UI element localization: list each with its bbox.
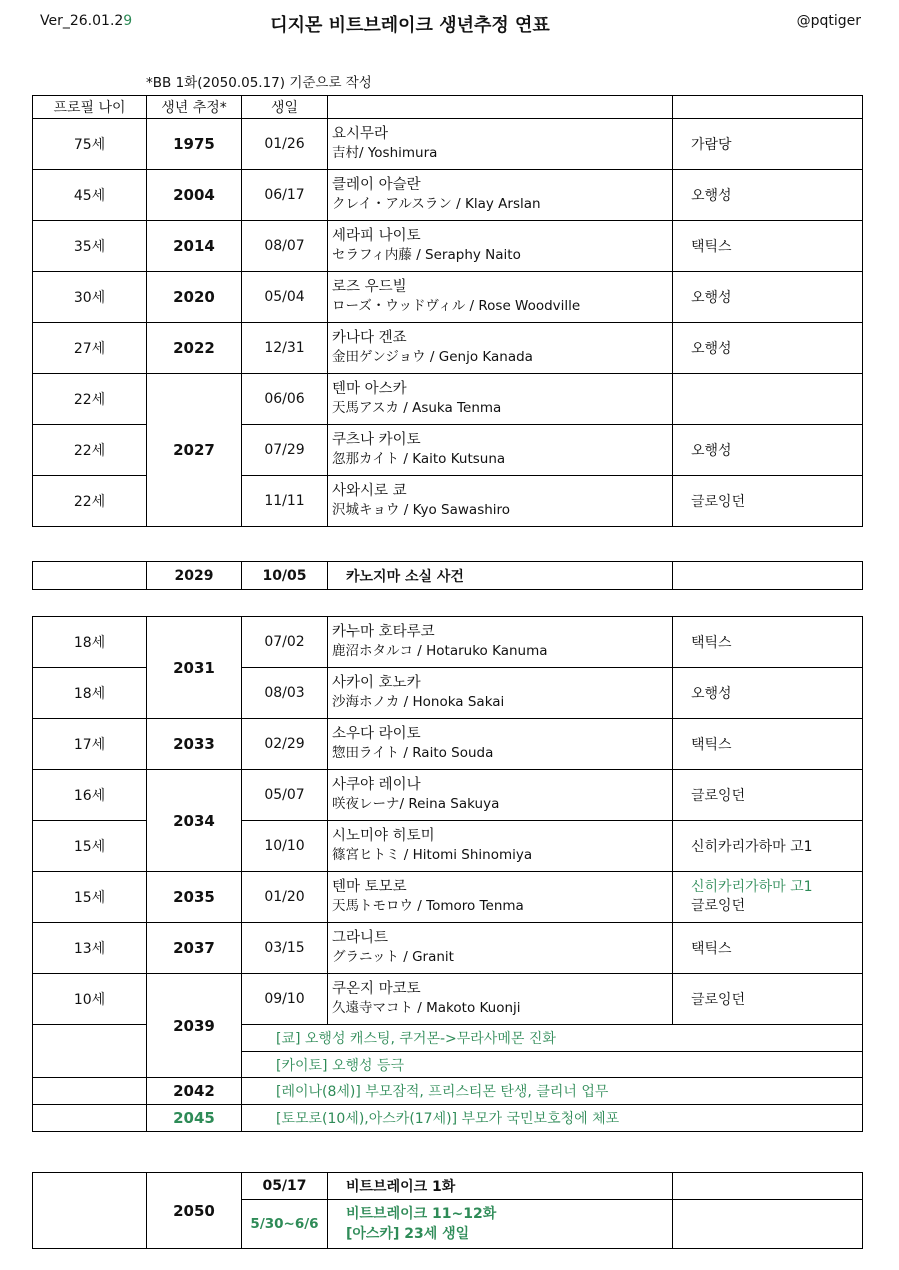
age-cell: 45세: [33, 170, 147, 221]
name-japanese: グラニット / Granit: [332, 949, 454, 965]
name-korean: 요시무라: [332, 126, 389, 142]
age-cell: 27세: [33, 323, 147, 374]
name-korean: 텐마 토모로: [332, 879, 407, 895]
group-green: 신히카리가하마 고1: [691, 879, 813, 895]
table-row: [33, 374, 863, 425]
empty-cell: [33, 562, 147, 590]
group-cell: 택틱스: [673, 719, 863, 770]
year-cell: 2033: [147, 719, 242, 770]
empty-cell: [673, 562, 863, 590]
event-row: [33, 1078, 863, 1105]
name-japanese: 沢城キョウ / Kyo Sawashiro: [332, 502, 511, 518]
birthday-cell: 08/07: [242, 221, 328, 272]
name-korean: 사쿠야 레이나: [332, 777, 421, 793]
year-cell: 2039: [147, 974, 242, 1078]
event-text: [토모로(10세),아스카(17세)] 부모가 국민보호청에 체포: [242, 1105, 863, 1132]
name-japanese: 天馬アスカ / Asuka Tenma: [332, 400, 502, 416]
col-header-year: 생년 추정*: [147, 96, 242, 119]
event-text: [328, 1200, 673, 1249]
birthday-cell: 11/11: [242, 476, 328, 527]
age-cell: 18세: [33, 617, 147, 668]
name-korean: 클레이 아슬란: [332, 177, 421, 193]
name-cell: [328, 272, 673, 323]
timeline-table-2050: [32, 1172, 863, 1249]
name-cell: [328, 668, 673, 719]
name-korean: 세라피 나이토: [332, 228, 421, 244]
year-cell: 2031: [147, 617, 242, 719]
name-japanese: 篠宮ヒトミ / Hitomi Shinomiya: [332, 847, 533, 863]
birthday-cell: 08/03: [242, 668, 328, 719]
group-cell: 오행성: [673, 323, 863, 374]
event-line: [아스카] 23세 생일: [346, 1226, 470, 1242]
year-cell: 2020: [147, 272, 242, 323]
empty-cell: [33, 1078, 147, 1105]
table-row: [33, 923, 863, 974]
note-text: *BB 1화(2050.05.17) 기준으로 작성: [146, 75, 372, 91]
group-cell: 글로잉던: [673, 476, 863, 527]
table-row: [33, 719, 863, 770]
group-cell: [673, 872, 863, 923]
name-japanese: 吉村/ Yoshimura: [332, 145, 438, 161]
birthday-cell: 01/20: [242, 872, 328, 923]
event-row: [33, 1105, 863, 1132]
page-title: 디지몬 비트브레이크 생년추정 연표: [270, 15, 550, 36]
group-cell: 택틱스: [673, 923, 863, 974]
name-korean: 사와시로 쿄: [332, 483, 407, 499]
year-cell: 2029: [147, 562, 242, 590]
name-japanese: 鹿沼ホタルコ / Hotaruko Kanuma: [332, 643, 548, 659]
table-row: [33, 272, 863, 323]
year-cell: 2022: [147, 323, 242, 374]
name-cell: [328, 323, 673, 374]
col-header-age: 프로필 나이: [33, 96, 147, 119]
empty-cell: [673, 1200, 863, 1249]
empty-cell: [33, 1105, 147, 1132]
name-cell: [328, 821, 673, 872]
birthday-cell: 07/02: [242, 617, 328, 668]
age-cell: 15세: [33, 872, 147, 923]
birthday-cell: 09/10: [242, 974, 328, 1025]
name-cell: [328, 476, 673, 527]
name-japanese: 金田ゲンジョウ / Genjo Kanada: [332, 349, 533, 365]
name-korean: 그라니트: [332, 930, 389, 946]
group-cell: 신히카리가하마 고1: [673, 821, 863, 872]
name-japanese: 沙海ホノカ / Honoka Sakai: [332, 694, 505, 710]
name-cell: [328, 872, 673, 923]
name-korean: 쿠온지 마코토: [332, 981, 421, 997]
group-label: 글로잉던: [691, 898, 746, 914]
event-text: 카노지마 소실 사건: [328, 562, 673, 590]
name-korean: 카나다 겐죠: [332, 330, 407, 346]
year-cell: 2035: [147, 872, 242, 923]
event-text: [레이나(8세)] 부모잠적, 프리스티몬 탄생, 클리너 업무: [242, 1078, 863, 1105]
year-cell: 2004: [147, 170, 242, 221]
year-cell: 2014: [147, 221, 242, 272]
event-line: 비트브레이크 11~12화: [346, 1206, 497, 1222]
birthday-cell: 02/29: [242, 719, 328, 770]
name-korean: 텐마 아스카: [332, 381, 407, 397]
timeline-table-1: [32, 95, 863, 527]
name-korean: 카누마 호타루코: [332, 624, 435, 640]
birthday-cell: 06/06: [242, 374, 328, 425]
year-cell: 2034: [147, 770, 242, 872]
birthday-cell: 07/29: [242, 425, 328, 476]
group-cell: 택틱스: [673, 617, 863, 668]
table-row: [33, 323, 863, 374]
name-korean: 시노미야 히토미: [332, 828, 435, 844]
group-cell: 가람당: [673, 119, 863, 170]
group-cell: 오행성: [673, 272, 863, 323]
name-japanese: セラフィ内藤 / Seraphy Naito: [332, 247, 521, 263]
year-cell: 2027: [147, 374, 242, 527]
name-cell: [328, 119, 673, 170]
age-cell: 10세: [33, 974, 147, 1025]
name-korean: 소우다 라이토: [332, 726, 421, 742]
age-cell: 22세: [33, 425, 147, 476]
table-row: [33, 119, 863, 170]
group-cell: 오행성: [673, 170, 863, 221]
name-cell: [328, 719, 673, 770]
group-cell: 글로잉던: [673, 974, 863, 1025]
event-text: [카이토] 오행성 등극: [242, 1052, 863, 1078]
date-cell: 5/30~6/6: [242, 1200, 328, 1249]
event-2029-table: [32, 561, 863, 590]
event-text: 비트브레이크 1화: [328, 1173, 673, 1200]
age-cell: 30세: [33, 272, 147, 323]
name-japanese: 忽那カイト / Kaito Kutsuna: [332, 451, 506, 467]
table-row: [33, 221, 863, 272]
birthday-cell: 06/17: [242, 170, 328, 221]
table-row: [33, 1173, 863, 1200]
age-cell: 35세: [33, 221, 147, 272]
year-cell: 2037: [147, 923, 242, 974]
table-header-row: [33, 96, 863, 119]
author-handle: @pqtiger: [796, 13, 861, 29]
name-cell: [328, 374, 673, 425]
empty-cell: [673, 1173, 863, 1200]
empty-cell: [33, 1173, 147, 1249]
event-text: [쿄] 오행성 캐스팅, 쿠거몬->무라사메몬 진화: [242, 1025, 863, 1052]
timeline-table-2: [32, 616, 863, 1132]
name-korean: 로즈 우드빌: [332, 279, 407, 295]
col-header-name: [328, 96, 673, 119]
group-cell: 오행성: [673, 668, 863, 719]
name-cell: [328, 617, 673, 668]
col-header-birthday: 생일: [242, 96, 328, 119]
name-korean: 사카이 호노카: [332, 675, 421, 691]
age-cell: 75세: [33, 119, 147, 170]
table-row: [33, 617, 863, 668]
name-cell: [328, 770, 673, 821]
birthday-cell: 12/31: [242, 323, 328, 374]
year-cell: 2050: [147, 1173, 242, 1249]
birthday-cell: 05/07: [242, 770, 328, 821]
table-row: [33, 872, 863, 923]
date-cell: 05/17: [242, 1173, 328, 1200]
year-cell: 1975: [147, 119, 242, 170]
age-cell: 15세: [33, 821, 147, 872]
group-cell: 글로잉던: [673, 770, 863, 821]
table-row: [33, 170, 863, 221]
birthday-cell: 05/04: [242, 272, 328, 323]
name-japanese: クレイ・アルスラン / Klay Arslan: [332, 196, 541, 212]
table-row: [33, 770, 863, 821]
empty-cell: [33, 1025, 147, 1078]
name-cell: [328, 170, 673, 221]
name-korean: 쿠츠나 카이토: [332, 432, 421, 448]
birthday-cell: 10/10: [242, 821, 328, 872]
table-row: [33, 562, 863, 590]
age-cell: 16세: [33, 770, 147, 821]
name-japanese: 咲夜レーナ/ Reina Sakuya: [332, 796, 500, 812]
version-label: Ver_26.01.29: [40, 13, 133, 29]
col-header-group: [673, 96, 863, 119]
age-cell: 17세: [33, 719, 147, 770]
group-cell: [673, 374, 863, 425]
name-japanese: 久遠寺マコト / Makoto Kuonji: [332, 1000, 521, 1016]
table-row: [33, 974, 863, 1025]
name-cell: [328, 221, 673, 272]
age-cell: 22세: [33, 374, 147, 425]
name-japanese: 天馬トモロウ / Tomoro Tenma: [332, 898, 524, 914]
group-cell: 택틱스: [673, 221, 863, 272]
age-cell: 13세: [33, 923, 147, 974]
name-cell: [328, 923, 673, 974]
year-cell: 2042: [147, 1078, 242, 1105]
name-cell: [328, 425, 673, 476]
name-japanese: 惣田ライト / Raito Souda: [332, 745, 494, 761]
birthday-cell: 01/26: [242, 119, 328, 170]
age-cell: 18세: [33, 668, 147, 719]
date-cell: 10/05: [242, 562, 328, 590]
year-cell: 2045: [147, 1105, 242, 1132]
name-japanese: ローズ・ウッドヴィル / Rose Woodville: [332, 298, 581, 314]
age-cell: 22세: [33, 476, 147, 527]
name-cell: [328, 974, 673, 1025]
birthday-cell: 03/15: [242, 923, 328, 974]
group-cell: 오행성: [673, 425, 863, 476]
